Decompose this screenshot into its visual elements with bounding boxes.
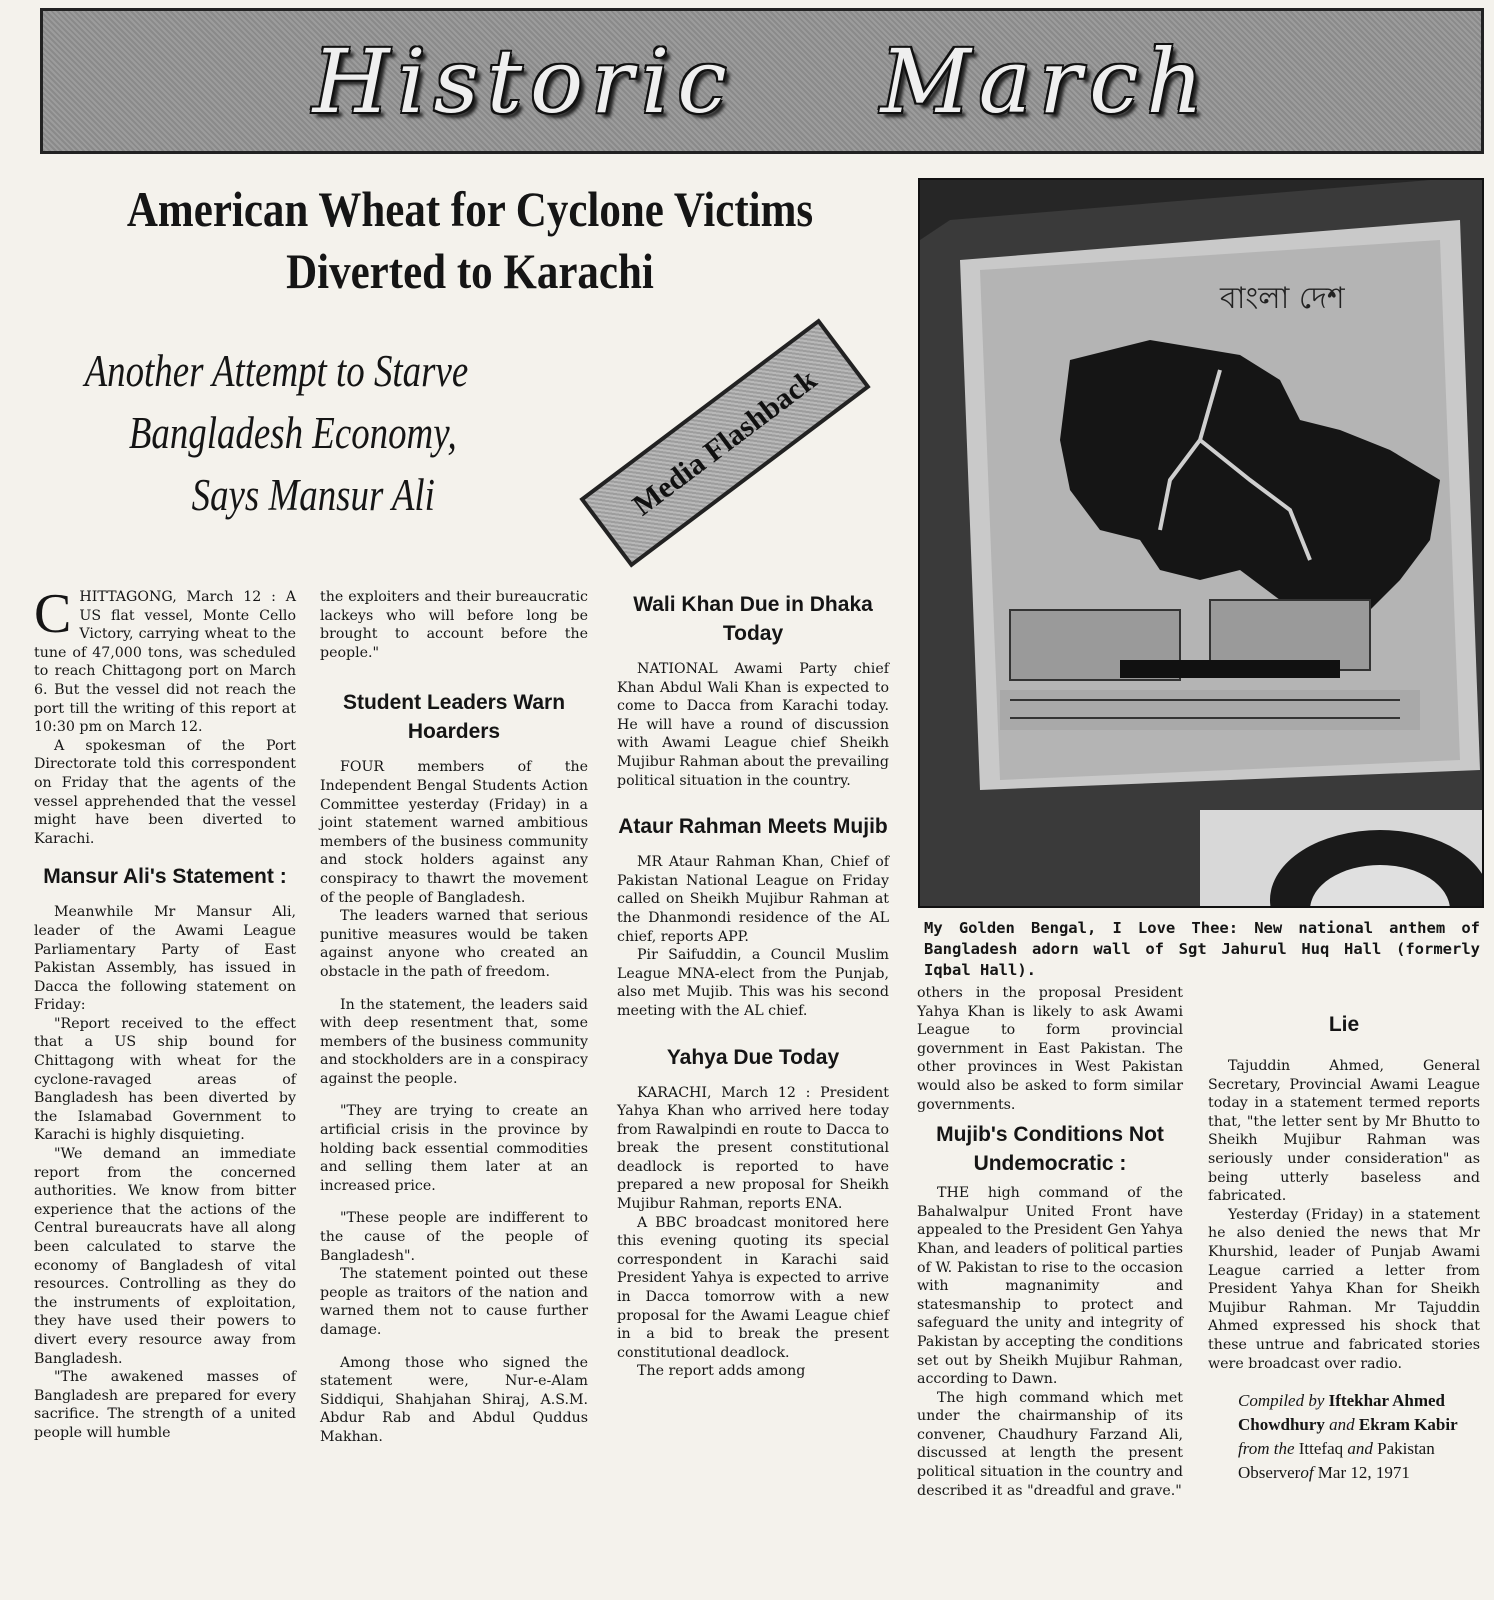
credit-from: from the (1238, 1439, 1295, 1459)
masthead-banner (40, 8, 1484, 154)
paragraph: Yesterday (Friday) in a statement he also denied the news that Mr Khurshid, leader of Punjab Awami League carried a letter from President Yahya Khan for Sheikh Mujibur Rahman. Mr Tajuddin Ahmed expressed his shock that these untrue and fabricated stories were broadcast over radio. (1208, 1206, 1480, 1372)
credit-date: Mar 12, 1971 (1317, 1463, 1410, 1483)
paragraph: NATIONAL Awami Party chief Khan Abdul Wali Khan is expected to come to Dacca from Karachi today. He will have a round of discussion with Awami League chief Sheikh Mujibur Rahman about the prevailing political situation in the country. (617, 661, 890, 789)
subhead-line-2: Bangladesh Economy, (128, 408, 457, 458)
subhead-line-1: Another Attempt to Starve (84, 346, 469, 396)
lead-paragraph: HITTAGONG, March 12 : A US flat vessel, Monte Cello Victory, carrying wheat to the tune of 47,000 tons, was scheduled to reach Chittagong port on March 6. But the vessel did not reach the port till the writing of this report at 10:30 pm on March 12. (34, 589, 296, 736)
paragraph: KARACHI, March 12 : President Yahya Khan who arrived here today from Rawalpindi en route to Dacca to break the present constitutional deadlock is reported to have prepared a new proposal for Sheikh Mujibur Rahman, reports ENA. (617, 1084, 889, 1213)
paragraph: "Report received to the effect that a US ship bound for Chittagong with wheat for the cyclone-ravaged areas of Bangladesh has been diverted by the Islamabad Government to Karachi is highly disquieting. (34, 1015, 296, 1144)
paragraph: MR Ataur Rahman Khan, Chief of Pakistan National League on Friday called on Sheikh Mujibur Rahman at the Dhanmondi residence of the AL chief, reports APP. (617, 854, 889, 945)
main-headline (100, 178, 840, 302)
paragraph: Among those who signed the statement were, Nur-e-Alam Siddiqui, Shahjahan Shiraj, A.S.M. Abdur Rab and Abdul Quddus Makhan. (320, 1354, 588, 1445)
compiled-by-credit (1208, 1389, 1480, 1485)
section-heading-lie: Lie (1328, 1013, 1360, 1036)
masthead-title: Historic March (312, 29, 1212, 133)
section-heading-statement: Mansur Ali's Statement : (43, 865, 287, 889)
column-2 (320, 588, 588, 1447)
subheadline (55, 340, 498, 526)
paragraph: In the statement, the leaders said with deep resentment that, some members of the business community and stockholders are in a conspiracy against the people. (320, 996, 588, 1087)
article-lead (34, 583, 296, 737)
paragraph: "They are trying to create an artificial crisis in the province by holding back essential commodities and selling them later at an increased price. (320, 1103, 588, 1194)
paragraph: "These people are indifferent to the cause of the people of Bangladesh". (320, 1210, 588, 1264)
headline-line-1: American Wheat for Cyclone Victims (126, 181, 814, 237)
column-4 (917, 984, 1183, 1500)
section-heading-ataur: Ataur Rahman Meets Mujib (618, 815, 888, 839)
paragraph: FOUR members of the Independent Bengal Students Action Committee yesterday (Friday) in a joint statement warned ambitious members of the business community and stock holders against any conspiracy to thawrt the movement of the people of Bangladesh. (320, 759, 588, 906)
credit-compiled-label: Compiled by (1238, 1391, 1325, 1411)
credit-author-1: Iftekhar Ahmed Chowdhury (1238, 1391, 1445, 1435)
column-5 (1208, 1010, 1480, 1485)
paragraph: "The awakened masses of Bangladesh are prepared for every sacrifice. The strength of a united people will humble (34, 1369, 296, 1441)
paragraph: THE high command of the Bahalwalpur United Front have appealed to the President Gen Yahya Khan, and leaders of political parties of W. Pakistan to rise to the occasion with magnanimity and statesmanship to protect and safeguard the unity and integrity of Pakistan by accepting the conditions set out by Sheikh Mujibur Rahman, according to Dawn. (917, 1185, 1183, 1388)
media-flashback-stamp (579, 318, 870, 567)
section-heading-yahya: Yahya Due Today (666, 1045, 840, 1069)
paragraph: Pir Saifuddin, a Council Muslim League MNA-elect from the Punjab, also met Mujib. This was his second meeting with the AL chief. (617, 947, 889, 1019)
column-1 (34, 583, 296, 1443)
headline-line-2: Diverted to Karachi (286, 243, 654, 299)
photo-caption: My Golden Bengal, I Love Thee: New national anthem of Bangladesh adorn wall of Sgt Jahurul Huq Hall (formerly Iqbal Hall). (924, 919, 1480, 979)
credit-author-2: Ekram Kabir (1358, 1415, 1458, 1435)
stamp-label: Media Flashback (626, 362, 823, 523)
paragraph: the exploiters and their bureaucratic lackeys who will before long be brought to account before the people." (320, 589, 588, 661)
photo-illustration (920, 180, 1484, 908)
credit-source-2: Pakistan Observer (1238, 1439, 1435, 1483)
paragraph: The report adds among (637, 1363, 806, 1380)
paragraph: The statement pointed out these people as traitors of the nation and warned them not to cause further damage. (320, 1266, 588, 1338)
paragraph: The leaders warned that serious punitive measures would be taken against anyone who created an obstacle in the path of freedom. (320, 908, 588, 980)
credit-and: and (1329, 1415, 1355, 1435)
paragraph: A spokesman of the Port Directorate told this correspondent on Friday that the agents of the vessel apprehended that the vessel might have been diverted to Karachi. (34, 737, 296, 847)
paragraph: "We demand an immediate report from the concerned authorities. We know from bitter experience that the actions of the Central bureaucrats have all along been calculated to starve the economy of Bangladesh of vital resources. Controlling as they do the instruments of exploitation, they have used their powers to divert every resource away from Bangladesh. (34, 1146, 296, 1367)
paragraph: The high command which met under the chairmanship of its convener, Chaudhury Farzand Ali, discussed at length the present political situation in the country and described it as "dreadful and grave." (917, 1389, 1183, 1499)
section-heading-students: Student Leaders Warn Hoarders (342, 691, 566, 744)
column-3 (617, 590, 889, 1381)
paragraph: Meanwhile Mr Mansur Ali, leader of the Awami League Parliamentary Party of East Pakistan Assembly, has issued in Dacca the following statement on Friday: (34, 904, 296, 1014)
section-heading-mujib-conditions: Mujib's Conditions Not Undemocratic : (936, 1123, 1164, 1176)
credit-of: of (1300, 1463, 1314, 1483)
section-heading-wali-khan: Wali Khan Due in Dhaka Today (633, 593, 873, 645)
credit-source-1: Ittefaq (1298, 1439, 1344, 1459)
paragraph: A BBC broadcast monitored here this evening quoting its special correspondent in Karachi said President Yahya is expected to arrive in Dacca tomorrow with a new proposal for the Awami League chief in a bid to break the present constitutional deadlock. (617, 1214, 889, 1361)
map-label: বাংলা দেশ (1220, 281, 1345, 316)
anthem-wall-photo (918, 178, 1484, 908)
paragraph: others in the proposal President Yahya Khan is likely to ask Awami League to form provincial government in East Pakistan. The other provinces in West Pakistan would also be asked to form similar governments. (917, 985, 1183, 1113)
credit-and-2: and (1347, 1439, 1373, 1459)
dropcap: C (34, 583, 72, 645)
paragraph: Tajuddin Ahmed, General Secretary, Provincial Awami League today in a statement termed reports that, "the letter sent by Mr Bhutto to Sheikh Mujibur Rahman was seriously under consideration" as being utterly baseless and fabricated. (1208, 1058, 1480, 1205)
subhead-line-3: Says Mansur Ali (191, 470, 435, 520)
